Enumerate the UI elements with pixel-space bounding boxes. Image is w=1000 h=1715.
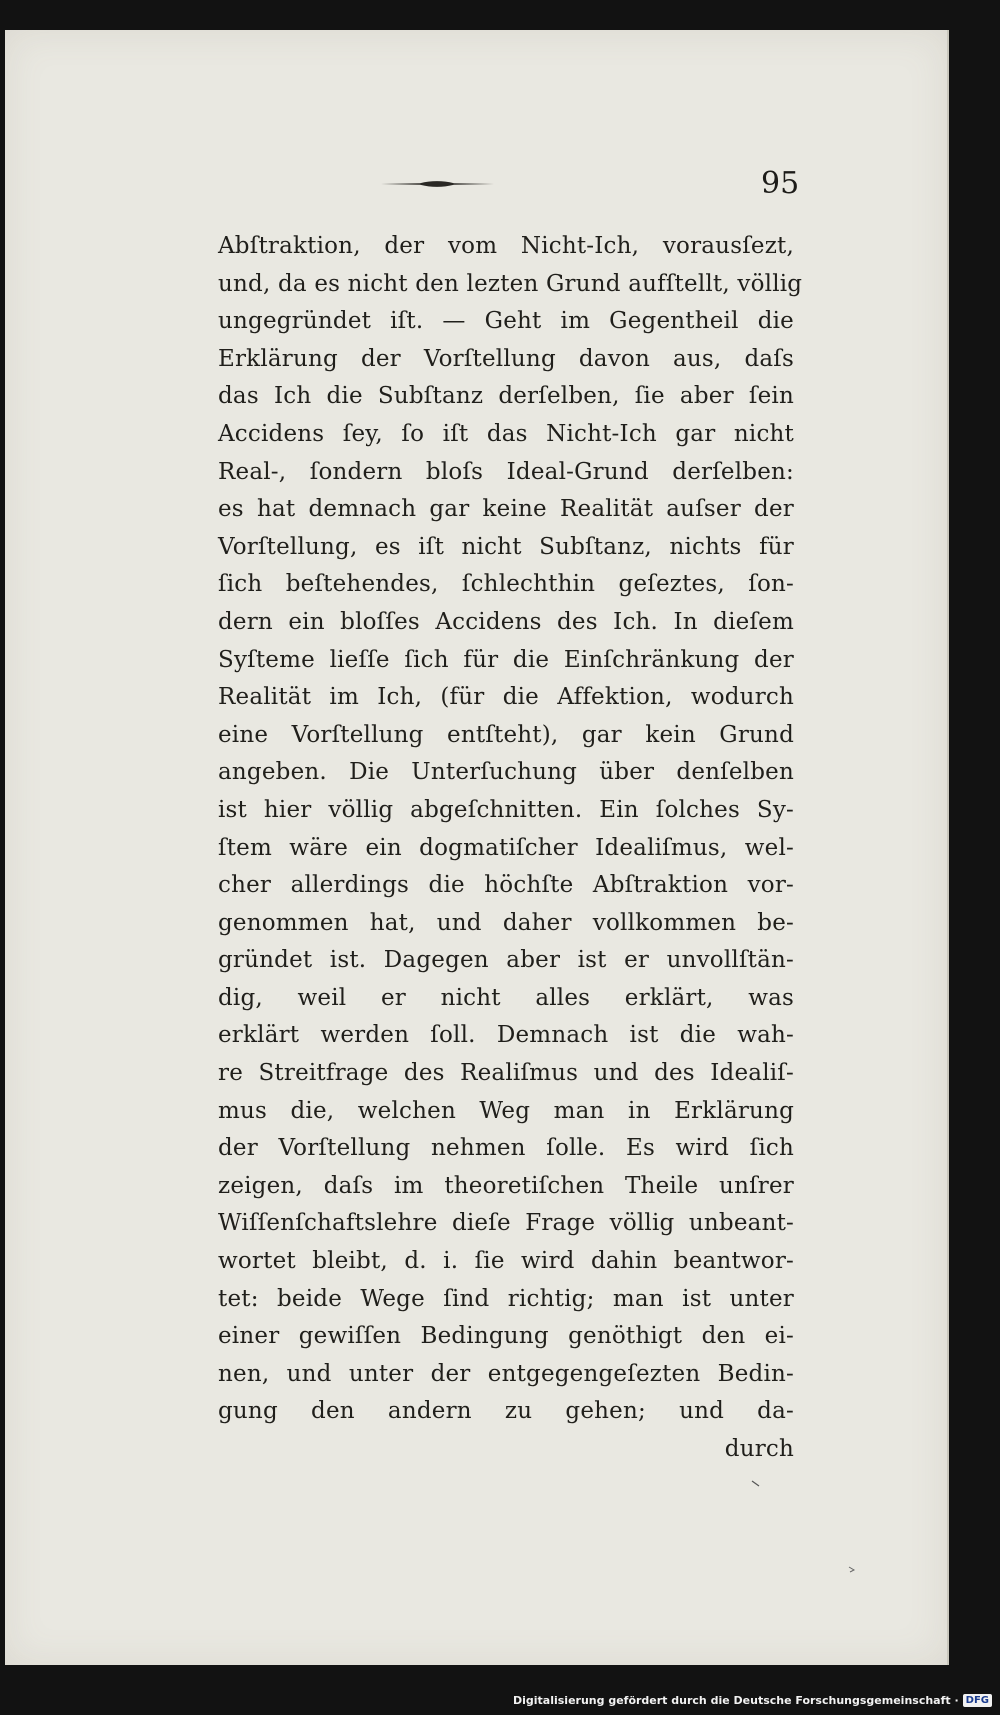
text-line: Syſteme lieſſe ſich für die Einſchränkung der: [218, 646, 794, 673]
digitization-footer: [513, 1689, 992, 1711]
text-line: das Ich die Subſtanz derſelben, ſie aber ſein: [218, 383, 794, 410]
text-line: mus die, welchen Weg man in Erklärung: [218, 1097, 794, 1124]
text-line: cher allerdings die höchſte Abſtraktion vor-: [218, 872, 794, 899]
text-line: einer gewiſſen Bedingung genöthigt den ei-: [218, 1323, 794, 1350]
text-line: der Vorſtellung nehmen ſolle. Es wird ſich: [218, 1135, 794, 1162]
text-line: gründet ist. Dagegen aber ist er unvollſtän-: [218, 947, 794, 974]
catchword: durch: [724, 1436, 794, 1462]
page-number: 95: [761, 166, 800, 201]
text-line: Erklärung der Vorſtellung davon aus, daſs: [218, 345, 794, 372]
text-line: dern ein bloſſes Accidens des Ich. In dieſem: [218, 608, 794, 635]
text-line: angeben. Die Unterſuchung über denſelben: [218, 759, 794, 786]
text-line: Wiſſenſchaftslehre dieſe Frage völlig unbeant-: [218, 1210, 794, 1237]
text-line: eine Vorſtellung entſteht), gar kein Grund: [218, 721, 794, 748]
text-line: erklärt werden ſoll. Demnach ist die wah-: [218, 1022, 794, 1049]
body-text: [218, 228, 803, 1469]
text-line: re Streitfrage des Realiſmus und des Idealiſ-: [218, 1060, 794, 1087]
text-line: zeigen, daſs im theoretiſchen Theile unſrer: [218, 1172, 794, 1199]
header-ornament: [380, 178, 494, 190]
text-line: ſtem wäre ein dogmatiſcher Idealiſmus, wel-: [218, 834, 794, 861]
text-line: genommen hat, und daher vollkommen be-: [218, 909, 794, 936]
text-line: ſich beſtehendes, ſchlechthin geſeztes, ſon-: [218, 571, 794, 598]
text-line: dig, weil er nicht alles erklärt, was: [218, 984, 794, 1011]
text-line: und, da es nicht den lezten Grund aufſtellt, völlig: [218, 270, 803, 297]
text-line: wortet bleibt, d. i. ſie wird dahin beantwor-: [218, 1248, 794, 1275]
footer-text: Digitalisierung gefördert durch die Deutsche Forschungsgemeinschaft ·: [512, 1693, 959, 1707]
text-line: Real-, ſondern bloſs Ideal-Grund derſelben:: [218, 458, 794, 485]
text-line: Realität im Ich, (für die Affektion, wodurch: [218, 684, 794, 711]
text-line: Abſtraktion, der vom Nicht-Ich, vorausſezt,: [218, 233, 794, 259]
text-line: gung den andern zu gehen; und da-: [218, 1398, 794, 1425]
dfg-logo: DFG: [963, 1694, 992, 1707]
paper-speck: [751, 1480, 761, 1488]
text-line: tet: beide Wege ſind richtig; man ist unter: [218, 1285, 794, 1312]
book-page: [5, 30, 949, 1665]
text-line: ist hier völlig abgeſchnitten. Ein ſolches Sy-: [218, 796, 794, 823]
text-line: Accidens ſey, ſo iſt das Nicht-Ich gar nicht: [218, 420, 794, 447]
text-line: Vorſtellung, es iſt nicht Subſtanz, nichts für: [218, 533, 794, 560]
text-line: ungegründet iſt. — Geht im Gegentheil die: [218, 308, 794, 335]
text-line: nen, und unter der entgegengeſezten Bedin-: [218, 1360, 794, 1387]
paper-speck: [847, 1565, 857, 1573]
text-line: es hat demnach gar keine Realität auſser der: [218, 496, 794, 523]
